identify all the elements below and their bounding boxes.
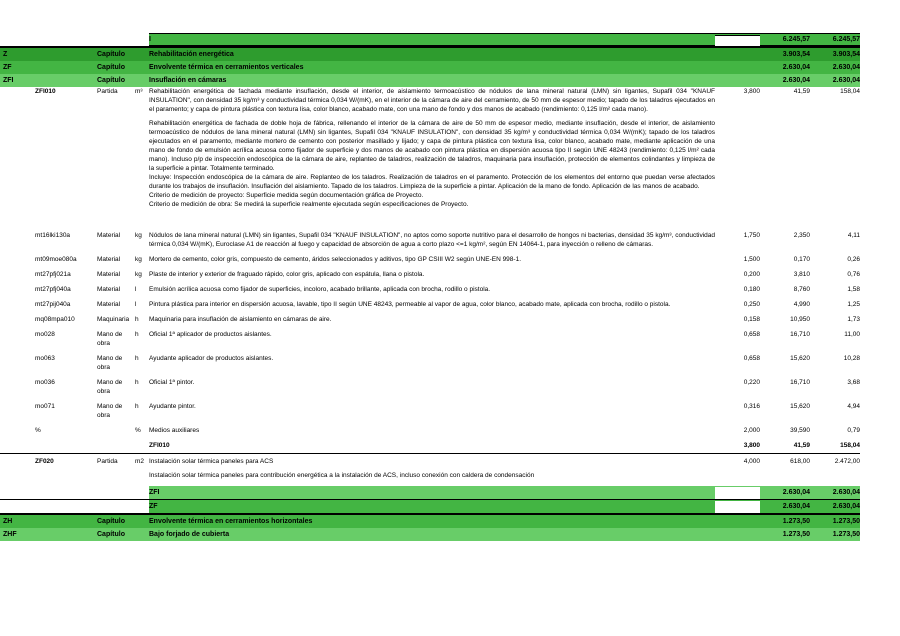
row-amount: 1.273,50: [832, 518, 860, 525]
column-gap: [79, 500, 97, 501]
row-description: [149, 48, 715, 61]
table-row-longdesc2: [0, 471, 860, 480]
column-gap: [79, 486, 97, 487]
row-price: 2.630,04: [782, 64, 810, 71]
row-amount: 1,73: [847, 316, 860, 323]
table-row-chapter-total: [0, 499, 860, 513]
row-amount: 10,28: [843, 355, 860, 362]
table-row-mt27pfj040a: [0, 285, 860, 294]
row-price: 2,350: [793, 232, 810, 239]
table-row-ZF020: [0, 457, 860, 466]
description-paragraph: Envolvente térmica en cerramientos verticales: [149, 64, 304, 71]
column-gap: [79, 378, 97, 379]
table-row-project-total: [0, 33, 860, 46]
row-amount: 0,76: [847, 271, 860, 278]
row-description: [149, 231, 715, 249]
column-gap: [79, 515, 97, 516]
row-description: [149, 61, 715, 74]
row-description: [149, 270, 715, 279]
row-type: Capítulo: [97, 77, 125, 84]
row-amount: 2.630,04: [810, 486, 860, 499]
row-code: ZFI010: [35, 88, 56, 95]
row-quantity: 0,220: [743, 379, 760, 386]
row-quantity: [715, 486, 760, 487]
row-amount: 11,00: [844, 331, 860, 338]
row-quantity: 1,750: [743, 232, 760, 239]
table-row-mo028: [0, 330, 860, 348]
row-code: ZFI: [3, 77, 14, 84]
row-code: mq08mpa010: [35, 316, 75, 323]
row-type: Capítulo: [97, 531, 125, 538]
row-description: [149, 457, 715, 466]
row-type: [97, 471, 135, 472]
row-unit: h: [135, 379, 139, 386]
row-description: [149, 33, 715, 46]
row-type: Mano de obra: [97, 379, 123, 395]
column-gap: [79, 270, 97, 271]
row-code: [0, 441, 79, 442]
description-paragraph: ZFI010: [149, 442, 170, 449]
description-paragraph: Incluye: Inspección endoscópica de la cámara de aire. Replanteo de los taladros. Realización de taladros en el paramento. Protección de los elementos del entorno que puedan verse afectados durante los trabajos de insuflación. Insuflación del aislamiento. Tapado de los taladros. Limpieza de la superficie a pintar. Aplicación de la mano de fondo. Aplicación de las manos de acabado.: [149, 174, 715, 190]
row-unit: kg: [135, 271, 142, 278]
description-paragraph: Ayudante pintor.: [149, 403, 196, 410]
row-price: 3,810: [793, 271, 810, 278]
row-amount: 0,26: [847, 256, 860, 263]
column-gap: [79, 300, 97, 301]
row-code: %: [35, 427, 41, 434]
description-paragraph: Plaste de interior y exterior de fraguado rápido, color gris, aplicado con espátula, llana o pistola.: [149, 271, 425, 278]
row-price: 39,590: [790, 427, 810, 434]
column-gap: [79, 285, 97, 286]
description-paragraph: Rehabilitación energética de fachada mediante insuflación, desde el interior, de aislamiento termoacústico de nódulos de lana mineral natural (LMN) sin ligantes, Supafil 034 "KNAUF INSULATION", con densidad 35 kg/m³ y conductividad térmica 0,034 W/(mK), en el interior de la cámara de aire del cerramiento, de 50 mm de espesor medio; tapado de los taladros ejecutados en el paramento; y capa de pintura plástica con textura lisa, color blanco, acabado mate, con una mano de fondo y dos manos de acabado (rendimiento: 0,125 l/m² cada mano).: [149, 88, 715, 113]
table-row-ZF: [0, 61, 860, 74]
row-amount: 158,04: [840, 88, 860, 95]
row-description: [149, 471, 715, 480]
row-type: [97, 441, 135, 442]
row-unit: [135, 528, 149, 529]
row-price: 8,760: [793, 286, 810, 293]
row-type: Partida: [97, 458, 118, 465]
row-quantity: [715, 61, 760, 62]
row-unit: [135, 471, 149, 472]
column-gap: [79, 354, 97, 355]
row-price: 41,59: [793, 442, 810, 449]
row-description: [149, 74, 715, 87]
row-price: 2.630,04: [760, 500, 810, 513]
row-unit: l: [135, 301, 137, 308]
row-unit: m2: [135, 458, 145, 465]
row-amount: 158,04: [840, 442, 860, 449]
description-paragraph: Oficial 1ª pintor.: [149, 379, 195, 386]
row-description: [149, 300, 715, 309]
column-gap: [79, 61, 97, 62]
row-unit: h: [135, 331, 139, 338]
row-type: Maquinaria: [97, 316, 130, 323]
row-amount: 2.630,04: [832, 64, 860, 71]
row-description: [149, 354, 715, 363]
row-unit: kg: [135, 256, 142, 263]
row-code: mt16lki130a: [35, 232, 71, 239]
column-gap: [79, 119, 97, 120]
row-unit: [135, 74, 149, 75]
description-paragraph: Criterio de medición de obra: Se medirá la superficie realmente ejecutada según especificaciones de Proyecto.: [149, 201, 469, 208]
row-price: 15,620: [790, 403, 810, 410]
row-unit: [135, 33, 149, 34]
row-quantity: [715, 119, 760, 120]
column-gap: [79, 441, 97, 442]
description-paragraph: Maquinaria para insuflación de aislamiento en cámaras de aire.: [149, 316, 332, 323]
row-description: [149, 426, 715, 435]
row-quantity: 4,000: [743, 458, 760, 465]
description-paragraph: Emulsión acrílica acuosa como fijador de superficies, incoloro, acabado brillante, aplicada con brocha, rodillo o pistola.: [149, 286, 491, 293]
column-gap: [79, 87, 97, 88]
row-code: mt27pfj040a: [35, 286, 71, 293]
row-unit: h: [135, 316, 139, 323]
table-row-%: [0, 426, 860, 435]
description-paragraph: Oficial 1ª aplicador de productos aislantes.: [149, 331, 272, 338]
column-gap: [79, 330, 97, 331]
row-price: 0,170: [793, 256, 810, 263]
table-row-mq08mpa010: [0, 315, 860, 324]
row-price: 2.630,04: [782, 77, 810, 84]
table-row-ZHF: [0, 528, 860, 541]
row-description: [149, 87, 715, 114]
row-amount: 6.245,57: [810, 33, 860, 46]
row-price: 16,710: [790, 331, 810, 338]
row-code: [0, 486, 79, 487]
row-type: Material: [97, 232, 121, 239]
row-amount: 1.273,50: [832, 531, 860, 538]
row-code: ZF: [3, 64, 12, 71]
row-amount: 4,94: [847, 403, 860, 410]
row-description: [149, 330, 715, 339]
row-quantity: 3,800: [743, 442, 760, 449]
description-paragraph: Rehabilitación energética: [149, 51, 234, 58]
row-code: ZF020: [35, 458, 54, 465]
column-gap: [79, 457, 97, 458]
row-code: [0, 500, 79, 501]
row-amount: 3,68: [847, 379, 860, 386]
row-description: [149, 402, 715, 411]
row-unit: [135, 61, 149, 62]
row-unit: [135, 48, 149, 49]
description-paragraph: Pintura plástica para interior en dispersión acuosa, lavable, tipo II según UNE 48243, permeable al vapor de agua, color blanco, acabado mate, aplicada con brocha, rodillo o pistola.: [149, 301, 671, 308]
row-quantity: 0,158: [743, 316, 760, 323]
row-quantity: 0,316: [743, 403, 760, 410]
description-paragraph: Ayudante aplicador de productos aislantes.: [149, 355, 274, 362]
description-paragraph: Rehabilitación energética de fachada de doble hoja de fábrica, rellenando el interior de la cámara de aire de 50 mm de espesor medio, mediante insuflación, desde el interior, de aislamiento termoacústico de nódulos de lana mineral natural (LMN) sin ligantes, Supafil 034 "KNAUF INSULATION", con densidad 35 kg/m³ y conductividad térmica 0,034 W/(mK); tapado de los taladros ejecutados en el paramento, mediante mortero de cemento con posterior masillado y lijado; y capa de pintura plástica con textura lisa, color blanco, acabado mate, mediante aplicación de una mano de fondo de emulsión acrílica acuosa como fijador de superficie y dos manos de acabado con pintura plástica en dispersión acuosa tipo II según UNE 48243 (rendimiento: 0,125 l/m² cada mano). Incluso p/p de inspección endoscópica de la cámara de aire, replanteo de taladros, realización de taladros, maquinaria para insuflación, protección de elementos colindantes y limpieza de la superficie a pintar. Totalmente terminado.: [149, 120, 715, 172]
row-quantity: 0,658: [743, 331, 760, 338]
table-row-mo063: [0, 354, 860, 372]
row-description: [149, 285, 715, 294]
table-row-mt09moe080a: [0, 255, 860, 264]
row-price: 1.273,50: [782, 531, 810, 538]
row-quantity: 0,250: [743, 301, 760, 308]
column-gap: [79, 33, 97, 34]
row-unit: [135, 486, 149, 487]
row-price: 15,620: [790, 355, 810, 362]
row-code: mo028: [35, 331, 55, 338]
row-description: [149, 528, 715, 541]
row-description: [149, 119, 715, 209]
row-code: mt09moe080a: [35, 256, 77, 263]
row-code: [0, 119, 79, 120]
table-row-Z: [0, 46, 860, 61]
row-code: mo036: [35, 379, 55, 386]
row-amount: [810, 471, 860, 472]
row-description: [149, 486, 715, 499]
row-amount: 2.630,04: [832, 77, 860, 84]
budget-sheet: [0, 33, 860, 541]
table-row-mt27pij040a: [0, 300, 860, 309]
column-gap: [79, 426, 97, 427]
row-type: [97, 486, 135, 487]
row-description: [149, 441, 715, 450]
row-code: mo071: [35, 403, 55, 410]
row-type: Capítulo: [97, 518, 125, 525]
table-row-mt16lki130a: [0, 231, 860, 249]
row-quantity: 2,000: [743, 427, 760, 434]
row-quantity: [715, 515, 760, 516]
row-amount: 1,25: [847, 301, 860, 308]
row-unit: [135, 515, 149, 516]
description-paragraph: Instalación solar térmica paneles para ACS: [149, 458, 274, 465]
row-type: Capítulo: [97, 64, 125, 71]
row-type: Mano de obra: [97, 355, 123, 371]
row-amount: 3.903,54: [832, 51, 860, 58]
row-amount: 1,58: [847, 286, 860, 293]
row-type: [97, 426, 135, 427]
column-gap: [79, 471, 97, 472]
row-quantity: 0,200: [743, 271, 760, 278]
row-unit: l: [135, 286, 137, 293]
row-amount: 4,11: [847, 232, 860, 239]
row-type: Partida: [97, 88, 118, 95]
row-code: [0, 33, 79, 34]
description-paragraph: ZFI: [149, 489, 160, 496]
table-row-chapter-total: [0, 486, 860, 499]
row-quantity: 3,800: [743, 88, 760, 95]
row-type: Material: [97, 271, 121, 278]
table-row-mo071: [0, 402, 860, 420]
row-quantity: [715, 500, 760, 501]
row-quantity: 1,500: [743, 256, 760, 263]
row-quantity: 0,658: [743, 355, 760, 362]
row-price: 4,990: [793, 301, 810, 308]
row-price: 6.245,57: [760, 33, 810, 46]
table-row-mt27pfj021a: [0, 270, 860, 279]
row-price: [760, 119, 810, 120]
row-quantity: [715, 74, 760, 75]
row-type: Material: [97, 286, 121, 293]
row-description: [149, 500, 715, 513]
row-code: mo063: [35, 355, 55, 362]
row-code: ZHF: [3, 531, 17, 538]
column-gap: [79, 74, 97, 75]
column-gap: [79, 315, 97, 316]
row-amount: 0,79: [847, 427, 860, 434]
row-price: 618,00: [790, 458, 810, 465]
description-paragraph: Envolvente térmica en cerramientos horizontales: [149, 518, 313, 525]
row-description: [149, 255, 715, 264]
row-unit: [135, 500, 149, 501]
row-unit: h: [135, 403, 139, 410]
row-price: 3.903,54: [782, 51, 810, 58]
column-gap: [79, 48, 97, 49]
row-quantity: 0,180: [743, 286, 760, 293]
description-paragraph: Medios auxiliares: [149, 427, 200, 434]
description-paragraph: Mortero de cemento, color gris, compuesto de cemento, áridos seleccionados y aditivos, tipo GP CSIII W2 según UNE-EN 998-1.: [149, 256, 521, 263]
row-code: mt27pij040a: [35, 301, 71, 308]
table-row-subtotal: [0, 441, 860, 454]
row-type: [97, 33, 135, 34]
row-code: Z: [3, 51, 8, 58]
row-type: Material: [97, 301, 121, 308]
row-quantity: [715, 528, 760, 529]
row-unit: m³: [135, 88, 143, 95]
description-paragraph: Insuflación en cámaras: [149, 77, 227, 84]
row-amount: [810, 119, 860, 120]
row-description: [149, 378, 715, 387]
row-unit: h: [135, 355, 139, 362]
row-unit: [135, 441, 149, 442]
row-description: [149, 315, 715, 324]
row-quantity: [715, 33, 760, 36]
row-price: 1.273,50: [782, 518, 810, 525]
column-gap: [79, 528, 97, 529]
description-paragraph: Nódulos de lana mineral natural (LMN) sin ligantes, Supafil 034 "KNAUF INSULATION", no aptos como soporte nutritivo para el desarrollo de hongos ni bacterias, densidad 35 kg/m³, conductividad térmica 0,034 W/(mK), Euroclase A1 de reacción al fuego y capacidad de absorción de agua a corto plazo <=1 kg/m², según EN 14064-1, para inyección o relleno de cámaras.: [149, 232, 715, 248]
row-type: Material: [97, 256, 121, 263]
row-type: Capítulo: [97, 51, 125, 58]
description-paragraph: ZF: [149, 503, 158, 510]
row-quantity: [715, 48, 760, 49]
table-row-mo036: [0, 378, 860, 396]
row-unit: %: [135, 427, 141, 434]
row-unit: [135, 119, 149, 120]
table-row-longdesc: [0, 119, 860, 209]
row-amount: 2.630,04: [810, 500, 860, 513]
row-description: [149, 515, 715, 528]
table-row-ZFI: [0, 74, 860, 87]
row-type: Mano de obra: [97, 331, 123, 347]
row-price: 41,59: [793, 88, 810, 95]
column-gap: [79, 231, 97, 232]
description-paragraph: I: [149, 36, 151, 43]
row-type: [97, 119, 135, 120]
description-paragraph: Instalación solar térmica paneles para contribución energética a la instalación de ACS, incluso conexión con caldera de condensación: [149, 472, 535, 479]
description-paragraph: Criterio de medición de proyecto: Superficie medida según documentación gráfica de Proyecto.: [149, 192, 424, 199]
table-row-ZFI010: [0, 87, 860, 114]
row-price: 16,710: [790, 379, 810, 386]
description-paragraph: Bajo forjado de cubierta: [149, 531, 230, 538]
row-code: [0, 471, 79, 472]
column-gap: [79, 402, 97, 403]
row-price: 2.630,04: [760, 486, 810, 499]
column-gap: [79, 255, 97, 256]
row-code: ZH: [3, 518, 13, 525]
row-unit: kg: [135, 232, 142, 239]
row-code: mt27pfj021a: [35, 271, 71, 278]
row-type: Mano de obra: [97, 403, 123, 419]
row-amount: 2.472,00: [834, 458, 860, 465]
row-price: 10,950: [790, 316, 810, 323]
row-price: [760, 471, 810, 472]
row-quantity: [715, 471, 760, 472]
table-row-ZH: [0, 513, 860, 528]
row-type: [97, 500, 135, 501]
